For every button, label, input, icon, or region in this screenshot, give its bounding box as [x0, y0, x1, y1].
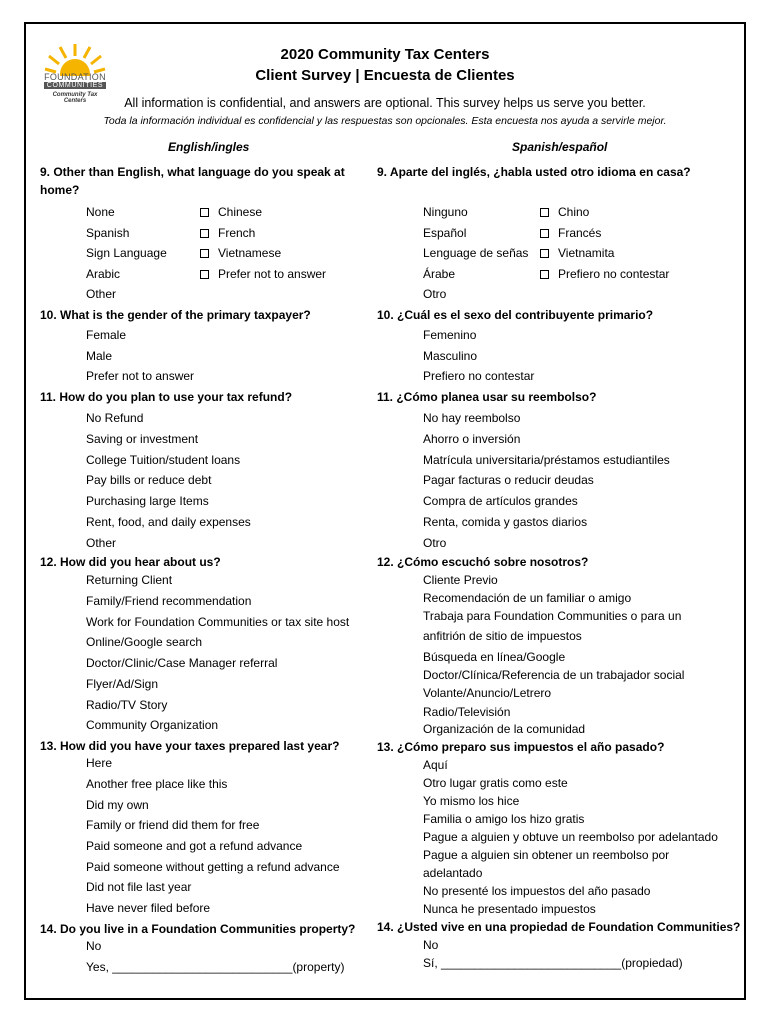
q13-option-es[interactable] — [403, 794, 519, 808]
option-label: Cliente Previo — [423, 573, 498, 587]
option-label: Renta, comida y gastos diarios — [423, 515, 588, 529]
q13-option-es[interactable] — [403, 902, 596, 916]
checkbox-icon[interactable] — [540, 249, 549, 258]
q12-option-es[interactable] — [403, 591, 631, 605]
question-10-english: 10. What is the gender of the primary taxpayer? — [40, 308, 311, 322]
option-label: Other — [86, 287, 117, 301]
q13-option-es[interactable] — [403, 776, 568, 790]
q10-option-es[interactable] — [403, 328, 476, 342]
q12-option-en[interactable] — [66, 718, 218, 732]
q13-option-es — [403, 866, 482, 880]
option-label: Another free place like this — [86, 777, 228, 791]
q9-option-en[interactable] — [66, 246, 167, 260]
q13-option-en[interactable] — [66, 756, 112, 770]
question-10-spanish: 10. ¿Cuál es el sexo del contribuyente primario? — [377, 308, 654, 322]
option-label: anfitrión de sitio de impuestos — [423, 629, 582, 643]
option-label: Pague a alguien sin obtener un reembolso por — [423, 848, 670, 862]
intro-spanish: Toda la información individual es confidencial y las respuestas son opcionales. Esta encuesta nos ayuda a servirle mejor. — [103, 115, 667, 127]
question-9-spanish: 9. Aparte del inglés, ¿habla usted otro idioma en casa? — [377, 165, 691, 179]
option-label: Purchasing large Items — [86, 494, 209, 509]
option-label: Organización de la comunidad — [423, 722, 586, 736]
q12-option-en[interactable] — [66, 698, 167, 712]
option-label: Vietnamese — [218, 246, 282, 260]
checkbox-icon[interactable] — [200, 229, 209, 238]
option-label: Matrícula universitaria/préstamos estudiantiles — [423, 452, 670, 467]
q11-option-en[interactable] — [66, 536, 116, 550]
q13-option-en[interactable] — [66, 839, 302, 853]
option-label: Trabaja para Foundation Communities o para un — [423, 609, 682, 623]
option-label: No Refund — [86, 411, 144, 425]
q9-option-en[interactable] — [66, 205, 115, 219]
option-label: Rent, food, and daily expenses — [86, 515, 251, 529]
question-11-spanish: 11. ¿Cómo planea usar su reembolso? — [377, 390, 597, 404]
option-label: Returning Client — [86, 573, 173, 587]
checkbox-icon[interactable] — [540, 229, 549, 238]
option-label: Work for Foundation Communities or tax site host — [86, 615, 350, 629]
q12-option-en[interactable] — [66, 594, 251, 608]
option-label: Ninguno — [423, 205, 468, 219]
option-label: Radio/Televisión — [423, 705, 511, 719]
logo-text-tax-centers: Community Tax Centers — [52, 92, 98, 104]
q11-option-en[interactable] — [66, 473, 211, 487]
q11-option-en[interactable] — [66, 432, 198, 446]
q9-option-en[interactable] — [200, 226, 255, 240]
option-label: Español — [423, 225, 467, 240]
option-label: Yo mismo los hice — [423, 794, 520, 808]
option-label: Arabic — [86, 266, 121, 281]
option-label: Compra de artículos grandes — [423, 494, 578, 509]
q14-option-en[interactable] — [66, 939, 101, 953]
option-label: Sign Language — [86, 246, 167, 260]
option-label: Ahorro o inversión — [423, 431, 521, 446]
option-label: Doctor/Clinic/Case Manager referral — [86, 656, 278, 670]
q12-option-en[interactable] — [66, 635, 202, 649]
q13-option-en[interactable] — [66, 798, 149, 812]
question-14-spanish: 14. ¿Usted vive en una propiedad de Foundation Communities? — [377, 920, 741, 934]
q9-option-es[interactable] — [403, 205, 468, 219]
q11-option-es[interactable] — [403, 536, 446, 550]
q12-option-es[interactable] — [403, 573, 498, 587]
option-label: Búsqueda en línea/Google — [423, 650, 566, 664]
question-11-english: 11. How do you plan to use your tax refund? — [40, 390, 293, 404]
option-label: None — [86, 205, 115, 219]
q9-option-es[interactable] — [403, 226, 466, 240]
checkbox-icon[interactable] — [540, 270, 549, 279]
option-label: Pagar facturas o reducir deudas — [423, 473, 594, 488]
q13-option-en[interactable] — [66, 860, 340, 874]
question-14-english: 14. Do you live in a Foundation Communities property? — [40, 922, 356, 936]
question-13-english: 13. How did you have your taxes prepared last year? — [40, 739, 340, 753]
q13-option-es[interactable] — [403, 758, 448, 772]
option-label: No — [86, 939, 102, 953]
logo-text-communities: COMMUNITIES — [44, 82, 106, 89]
q9-option-es[interactable] — [403, 267, 455, 281]
q10-option-en[interactable] — [66, 328, 126, 342]
q9-option-en[interactable] — [66, 287, 116, 301]
option-label: French — [218, 225, 256, 240]
option-label: Femenino — [423, 328, 477, 342]
q9-option-es[interactable] — [540, 267, 669, 281]
q9-option-en[interactable] — [66, 226, 129, 240]
option-label: Have never filed before — [86, 901, 211, 915]
q12-option-es[interactable] — [403, 609, 681, 623]
option-label: College Tuition/student loans — [86, 452, 241, 467]
question-9-english: 9. Other than English, what language do you speak at — [40, 165, 345, 179]
checkbox-icon[interactable] — [200, 208, 209, 217]
q11-option-es[interactable] — [403, 515, 587, 529]
option-label: Otro lugar gratis como este — [423, 776, 568, 790]
option-label: Did not file last year — [86, 880, 192, 894]
option-label: Family/Friend recommendation — [86, 594, 252, 608]
option-label: Pay bills or reduce debt — [86, 473, 212, 488]
page-title: 2020 Community Tax Centers — [280, 46, 490, 63]
column-heading-spanish: Spanish/español — [512, 140, 608, 154]
option-label: Otro — [423, 287, 447, 301]
q10-option-en[interactable] — [66, 349, 112, 363]
q12-option-es — [403, 629, 582, 643]
option-label: No — [423, 938, 439, 952]
checkbox-icon[interactable] — [200, 249, 209, 258]
q11-option-es[interactable] — [403, 411, 520, 425]
q12-option-en[interactable] — [66, 677, 158, 691]
option-label: Paid someone and got a refund advance — [86, 839, 303, 853]
option-label: Here — [86, 756, 113, 770]
option-label: Doctor/Clínica/Referencia de un trabajador social — [423, 668, 685, 682]
option-label: Lenguage de señas — [423, 246, 529, 260]
column-heading-english: English/ingles — [168, 140, 250, 154]
q11-option-en[interactable] — [66, 453, 240, 467]
option-label: Community Organization — [86, 718, 219, 732]
option-label: Sí, ___________________________(propiedad) — [423, 956, 683, 970]
option-label: Aquí — [423, 758, 448, 772]
question-12-spanish: 12. ¿Cómo escuchó sobre nosotros? — [377, 555, 589, 569]
q12-option-es[interactable] — [403, 686, 551, 700]
option-label: Otro — [423, 535, 447, 550]
q11-option-en[interactable] — [66, 494, 209, 508]
option-label: Árabe — [423, 266, 456, 281]
q13-option-es[interactable] — [403, 812, 584, 826]
option-label: Yes, ___________________________(property) — [86, 960, 345, 974]
q13-option-es[interactable] — [403, 830, 718, 844]
option-label: Francés — [558, 225, 602, 240]
option-label: Volante/Anuncio/Letrero — [423, 686, 552, 700]
option-label: Prefer not to answer — [86, 369, 195, 383]
option-label: Pague a alguien y obtuve un reembolso por adelantado — [423, 830, 718, 844]
option-label: Chino — [558, 205, 590, 219]
q13-option-es[interactable] — [403, 884, 650, 898]
option-label: Prefiero no contestar — [558, 266, 670, 281]
option-label: Paid someone without getting a refund advance — [86, 860, 340, 874]
checkbox-icon[interactable] — [540, 208, 549, 217]
q10-option-es[interactable] — [403, 369, 534, 383]
option-label: Family or friend did them for free — [86, 818, 260, 832]
q11-option-es[interactable] — [403, 473, 594, 487]
question-9-english-cont: home? — [40, 183, 80, 197]
checkbox-icon[interactable] — [200, 270, 209, 279]
option-label: Other — [86, 535, 117, 550]
q12-option-en[interactable] — [66, 615, 349, 629]
q13-option-en[interactable] — [66, 901, 210, 915]
q13-option-en[interactable] — [66, 777, 227, 791]
option-label: No hay reembolso — [423, 411, 521, 425]
q11-option-en[interactable] — [66, 411, 143, 425]
option-label: Did my own — [86, 798, 149, 812]
q9-option-es[interactable] — [403, 287, 446, 301]
q12-option-en[interactable] — [66, 656, 277, 670]
option-label: Flyer/Ad/Sign — [86, 677, 159, 691]
q9-option-en[interactable] — [66, 267, 120, 281]
q14-option-en[interactable] — [66, 960, 344, 974]
q9-option-es[interactable] — [540, 246, 614, 260]
option-label: Prefer not to answer — [218, 266, 327, 281]
logo-text-foundation: FOUNDATION — [44, 72, 106, 82]
option-label: Chinese — [218, 205, 263, 219]
q9-option-en[interactable] — [200, 267, 326, 281]
option-label: Online/Google search — [86, 635, 203, 649]
option-label: Female — [86, 328, 127, 342]
q9-option-es[interactable] — [403, 246, 528, 260]
option-label: Recomendación de un familiar o amigo — [423, 591, 632, 605]
q9-option-en[interactable] — [200, 246, 281, 260]
q12-option-en[interactable] — [66, 573, 172, 587]
q11-option-es[interactable] — [403, 453, 670, 467]
q12-option-es[interactable] — [403, 650, 565, 664]
option-label: Nunca he presentado impuestos — [423, 902, 596, 916]
q12-option-es[interactable] — [403, 722, 585, 736]
q12-option-es[interactable] — [403, 668, 684, 682]
q10-option-en[interactable] — [66, 369, 194, 383]
q9-option-es[interactable] — [540, 205, 589, 219]
option-label: adelantado — [423, 866, 483, 880]
q13-option-en[interactable] — [66, 880, 191, 894]
option-label: Prefiero no contestar — [423, 369, 535, 383]
q9-option-en[interactable] — [200, 205, 262, 219]
intro-english: All information is confidential, and answers are optional. This survey helps us serve you better. — [124, 96, 646, 110]
q12-option-es[interactable] — [403, 705, 510, 719]
q9-option-es[interactable] — [540, 226, 601, 240]
q11-option-en[interactable] — [66, 515, 251, 529]
option-label: Spanish — [86, 225, 130, 240]
option-label: Vietnamita — [558, 246, 615, 260]
q13-option-es[interactable] — [403, 848, 669, 862]
page-subtitle: Client Survey | Encuesta de Clientes — [255, 67, 515, 84]
q14-option-es[interactable] — [403, 938, 438, 952]
option-label: Masculino — [423, 348, 478, 363]
question-13-spanish: 13. ¿Cómo preparo sus impuestos el año pasado? — [377, 740, 665, 754]
option-label: No presenté los impuestos del año pasado — [423, 884, 651, 898]
q11-option-es[interactable] — [403, 494, 578, 508]
option-label: Radio/TV Story — [86, 698, 168, 712]
option-label: Familia o amigo los hizo gratis — [423, 812, 585, 826]
q10-option-es[interactable] — [403, 349, 477, 363]
option-label: Saving or investment — [86, 431, 199, 446]
q14-option-es[interactable] — [403, 956, 683, 970]
q11-option-es[interactable] — [403, 432, 520, 446]
option-label: Male — [86, 348, 113, 363]
question-12-english: 12. How did you hear about us? — [40, 555, 221, 569]
q13-option-en[interactable] — [66, 818, 259, 832]
